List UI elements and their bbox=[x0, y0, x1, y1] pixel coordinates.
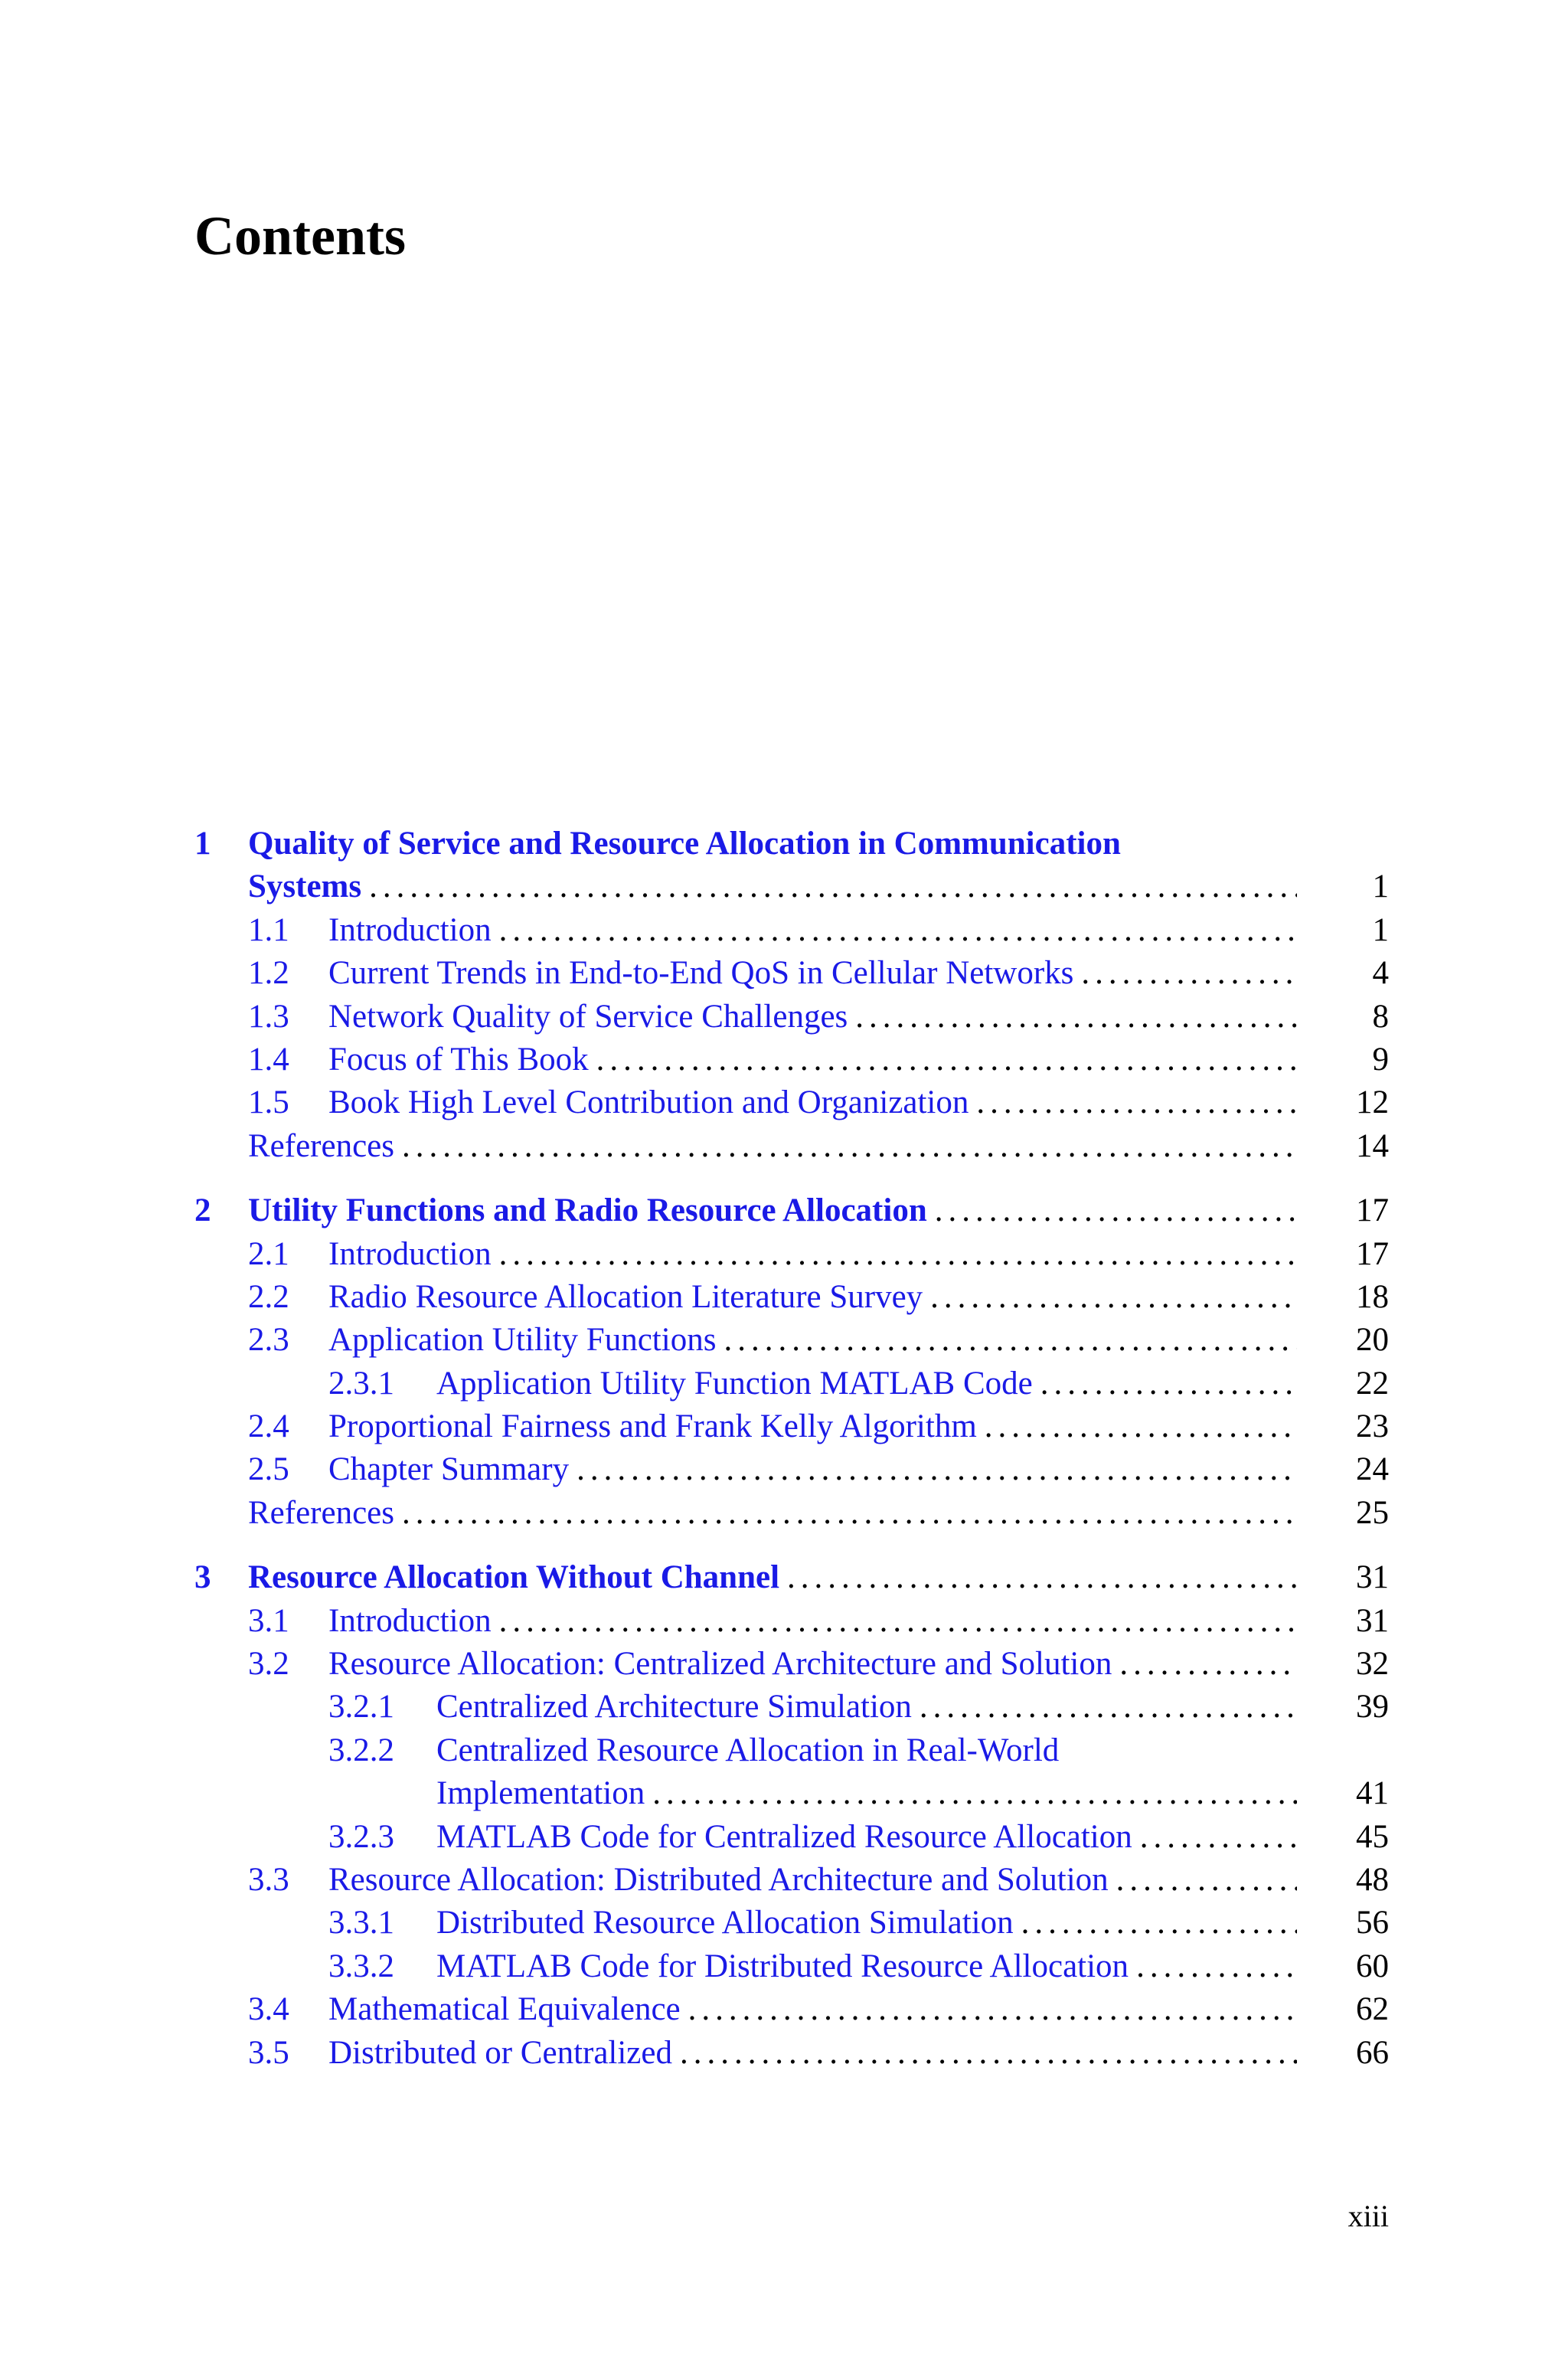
toc-entry[interactable] bbox=[194, 1233, 1389, 1276]
toc-subsection-number: 3.3.1 bbox=[328, 1905, 394, 1941]
toc-section-title[interactable]: Introduction bbox=[328, 1602, 492, 1639]
toc-page-number: 1 bbox=[1372, 868, 1389, 905]
toc-section-title[interactable]: Radio Resource Allocation Literature Survey bbox=[328, 1278, 923, 1315]
toc-section-number: 2.5 bbox=[248, 1451, 289, 1488]
toc-entry[interactable] bbox=[194, 1816, 1389, 1859]
toc-entry[interactable] bbox=[194, 1362, 1389, 1405]
dot-leader bbox=[1021, 1902, 1297, 1945]
toc-chapter-number: 2 bbox=[194, 1192, 211, 1229]
dot-leader bbox=[930, 1276, 1297, 1319]
toc-section-title[interactable]: Introduction bbox=[328, 911, 492, 948]
dot-leader bbox=[920, 1686, 1297, 1729]
dot-leader bbox=[369, 865, 1297, 908]
toc-page-number: 18 bbox=[1356, 1278, 1389, 1315]
toc-chapter-1-heading[interactable] bbox=[194, 823, 1389, 865]
toc-page-number: 4 bbox=[1372, 955, 1389, 992]
toc-page-number: 8 bbox=[1372, 998, 1389, 1035]
toc-chapter-2-heading[interactable] bbox=[194, 1189, 1389, 1232]
dot-leader bbox=[596, 1039, 1297, 1081]
toc-page-number: 66 bbox=[1356, 2034, 1389, 2071]
toc-section-number: 3.1 bbox=[248, 1602, 289, 1639]
toc-chapter-number: 1 bbox=[194, 826, 211, 862]
toc-section-number: 2.2 bbox=[248, 1278, 289, 1315]
toc-page-number: 32 bbox=[1356, 1646, 1389, 1683]
toc-chapter-title[interactable]: Resource Allocation Without Channel bbox=[248, 1559, 780, 1596]
toc-page-number: 12 bbox=[1356, 1084, 1389, 1121]
toc-section-title[interactable]: Focus of This Book bbox=[328, 1041, 589, 1078]
dot-leader bbox=[935, 1189, 1297, 1232]
toc-entry[interactable] bbox=[194, 1686, 1389, 1729]
toc-page-number: 39 bbox=[1356, 1689, 1389, 1725]
page-folio: xiii bbox=[1348, 2199, 1389, 2233]
toc-page-number: 1 bbox=[1372, 911, 1389, 948]
dot-leader bbox=[402, 1125, 1297, 1168]
toc-section-number: 2.3 bbox=[248, 1322, 289, 1359]
toc-chapter-3-heading[interactable] bbox=[194, 1556, 1389, 1599]
toc-section-number: 2.4 bbox=[248, 1408, 289, 1445]
dot-leader bbox=[1119, 1643, 1297, 1686]
toc-entry[interactable] bbox=[194, 996, 1389, 1039]
toc-entry[interactable] bbox=[194, 1448, 1389, 1491]
toc-entry[interactable] bbox=[194, 1729, 1389, 1772]
toc-page-number: 17 bbox=[1356, 1192, 1389, 1229]
dot-leader bbox=[787, 1556, 1297, 1599]
toc-section-number: 3.4 bbox=[248, 1991, 289, 2028]
dot-leader bbox=[402, 1492, 1297, 1535]
toc-subsection-title[interactable]: MATLAB Code for Distributed Resource Allocation bbox=[436, 1948, 1129, 1984]
toc-subsection-title-cont[interactable]: Implementation bbox=[436, 1775, 645, 1812]
toc-entry[interactable] bbox=[194, 909, 1389, 952]
toc-section-title[interactable]: Chapter Summary bbox=[328, 1451, 570, 1488]
toc-references-title[interactable]: References bbox=[248, 1127, 394, 1164]
toc-references[interactable] bbox=[194, 1125, 1389, 1168]
toc-entry[interactable] bbox=[194, 1859, 1389, 1902]
toc-page-number: 20 bbox=[1356, 1322, 1389, 1359]
toc-entry[interactable] bbox=[194, 2032, 1389, 2075]
dot-leader bbox=[652, 1772, 1297, 1815]
toc-section-number: 1.5 bbox=[248, 1084, 289, 1121]
dot-leader bbox=[855, 996, 1297, 1039]
toc-page-number: 25 bbox=[1356, 1494, 1389, 1531]
toc-entry[interactable] bbox=[194, 1039, 1389, 1081]
toc-section-title[interactable]: Current Trends in End-to-End QoS in Cellular Networks bbox=[328, 955, 1074, 992]
toc-section-number: 3.2 bbox=[248, 1646, 289, 1683]
toc-page-number: 45 bbox=[1356, 1818, 1389, 1855]
toc-entry[interactable] bbox=[194, 1319, 1389, 1362]
toc-section-title[interactable]: Resource Allocation: Centralized Architecture and Solution bbox=[328, 1646, 1112, 1683]
dot-leader bbox=[724, 1319, 1297, 1362]
dot-leader bbox=[688, 1988, 1297, 2031]
toc-entry-cont[interactable] bbox=[194, 1772, 1389, 1815]
toc-entry[interactable] bbox=[194, 952, 1389, 995]
toc-page-number: 60 bbox=[1356, 1948, 1389, 1984]
toc-subsection-title[interactable]: Application Utility Function MATLAB Code bbox=[436, 1365, 1033, 1402]
toc-section-number: 1.3 bbox=[248, 998, 289, 1035]
toc-subsection-title[interactable]: Centralized Resource Allocation in Real-World bbox=[436, 1732, 1060, 1768]
toc-page-number: 9 bbox=[1372, 1041, 1389, 1078]
toc-chapter-title[interactable]: Utility Functions and Radio Resource Allocation bbox=[248, 1192, 927, 1229]
toc-page-number: 22 bbox=[1356, 1365, 1389, 1402]
toc-section-number: 3.3 bbox=[248, 1861, 289, 1898]
toc-subsection-title[interactable]: Distributed Resource Allocation Simulation bbox=[436, 1905, 1014, 1941]
toc-entry[interactable] bbox=[194, 1405, 1389, 1448]
toc-page-number: 41 bbox=[1356, 1775, 1389, 1812]
toc-subsection-number: 3.2.3 bbox=[328, 1818, 394, 1855]
toc-section-number: 1.1 bbox=[248, 911, 289, 948]
toc-entry[interactable] bbox=[194, 1988, 1389, 2031]
toc-page-number: 48 bbox=[1356, 1861, 1389, 1898]
toc-page-number: 31 bbox=[1356, 1559, 1389, 1596]
toc-section-number: 2.1 bbox=[248, 1235, 289, 1272]
toc-section-number: 1.4 bbox=[248, 1041, 289, 1078]
toc-subsection-number: 3.3.2 bbox=[328, 1948, 394, 1984]
toc-entry[interactable] bbox=[194, 1276, 1389, 1319]
dot-leader bbox=[976, 1081, 1297, 1124]
toc-section-title[interactable]: Introduction bbox=[328, 1235, 492, 1272]
toc-section-title[interactable]: Proportional Fairness and Frank Kelly Algorithm bbox=[328, 1408, 977, 1445]
toc-page-number: 24 bbox=[1356, 1451, 1389, 1488]
dot-leader bbox=[985, 1405, 1297, 1448]
toc-section-title[interactable]: Application Utility Functions bbox=[328, 1322, 717, 1359]
toc-page-number: 17 bbox=[1356, 1235, 1389, 1272]
toc-references-title[interactable]: References bbox=[248, 1494, 394, 1531]
toc-section-title[interactable]: Network Quality of Service Challenges bbox=[328, 998, 848, 1035]
toc-page-number: 62 bbox=[1356, 1991, 1389, 2028]
dot-leader bbox=[499, 1600, 1297, 1643]
toc-subsection-number: 3.2.2 bbox=[328, 1732, 394, 1768]
dot-leader bbox=[499, 909, 1297, 952]
toc-chapter-title-cont[interactable]: Systems bbox=[248, 868, 362, 905]
toc-page-number: 23 bbox=[1356, 1408, 1389, 1445]
toc-subsection-number: 2.3.1 bbox=[328, 1365, 394, 1402]
toc-page-number: 14 bbox=[1356, 1127, 1389, 1164]
toc-section-title[interactable]: Mathematical Equivalence bbox=[328, 1991, 681, 2028]
toc-entry[interactable] bbox=[194, 1081, 1389, 1124]
toc-chapter-1-heading-cont[interactable] bbox=[194, 865, 1389, 908]
toc-page-number: 56 bbox=[1356, 1905, 1389, 1941]
toc-entry[interactable] bbox=[194, 1600, 1389, 1643]
toc-chapter-number: 3 bbox=[194, 1559, 211, 1596]
toc-subsection-title[interactable]: Centralized Architecture Simulation bbox=[436, 1689, 912, 1725]
dot-leader bbox=[1081, 952, 1297, 995]
toc-section-title[interactable]: Book High Level Contribution and Organization bbox=[328, 1084, 969, 1121]
page-title: Contents bbox=[194, 205, 407, 267]
dot-leader bbox=[680, 2032, 1297, 2075]
dot-leader bbox=[1136, 1945, 1297, 1988]
toc-subsection-number: 3.2.1 bbox=[328, 1689, 394, 1725]
toc-section-number: 1.2 bbox=[248, 955, 289, 992]
dot-leader bbox=[577, 1448, 1297, 1491]
toc-entry[interactable] bbox=[194, 1643, 1389, 1686]
toc-section-number: 3.5 bbox=[248, 2034, 289, 2071]
toc-entry[interactable] bbox=[194, 1902, 1389, 1945]
toc-page-number: 31 bbox=[1356, 1602, 1389, 1639]
toc-chapter-title[interactable]: Quality of Service and Resource Allocation in Communication bbox=[248, 826, 1121, 862]
dot-leader bbox=[1040, 1362, 1297, 1405]
toc-entry[interactable] bbox=[194, 1945, 1389, 1988]
dot-leader bbox=[1116, 1859, 1297, 1902]
dot-leader bbox=[499, 1233, 1297, 1276]
toc-section-title[interactable]: Distributed or Centralized bbox=[328, 2034, 672, 2071]
table-of-contents bbox=[194, 823, 1389, 2075]
dot-leader bbox=[1140, 1816, 1297, 1859]
toc-references[interactable] bbox=[194, 1492, 1389, 1535]
toc-section-title[interactable]: Resource Allocation: Distributed Architecture and Solution bbox=[328, 1861, 1109, 1898]
toc-subsection-title[interactable]: MATLAB Code for Centralized Resource Allocation bbox=[436, 1818, 1132, 1855]
